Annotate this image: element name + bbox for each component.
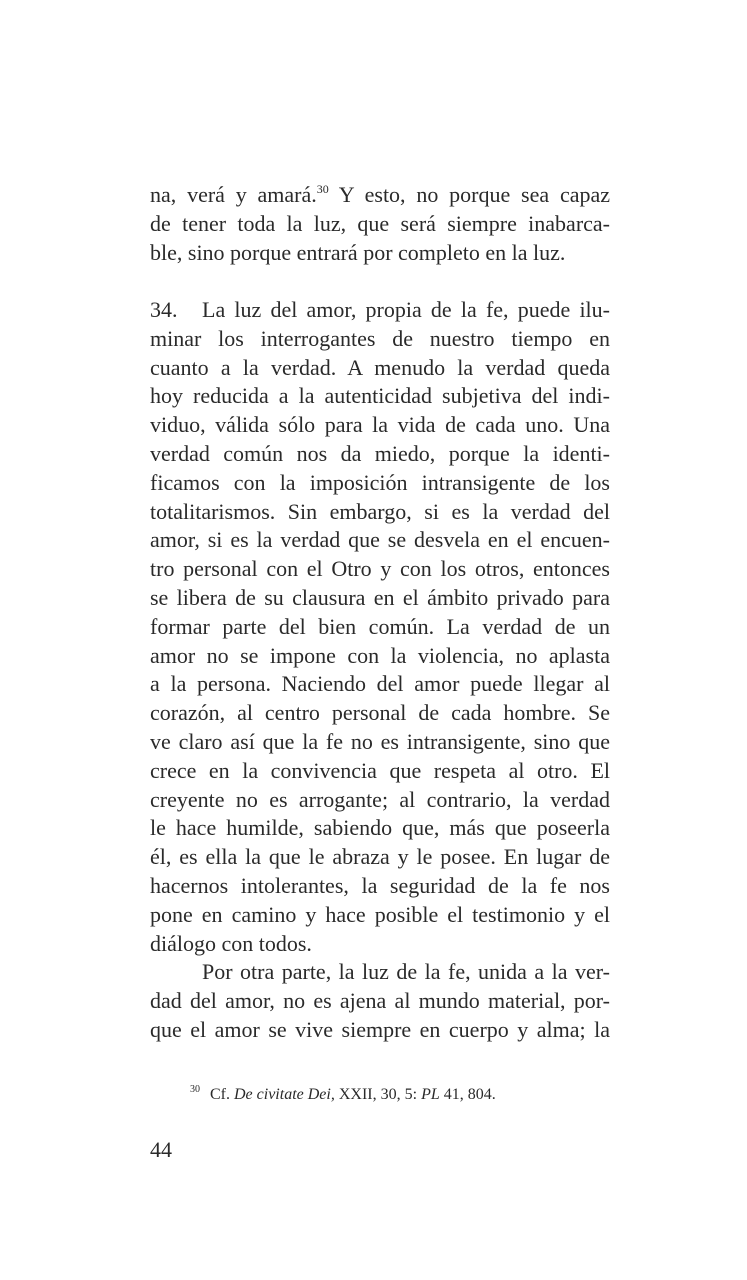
text-line: crece en la convivencia que respeta al otro. El [150,757,610,783]
text-line: totalitarismos. Sin embargo, si es la verdad del [150,498,610,524]
continuation-paragraph [150,181,610,267]
text-line: formar parte del bien común. La verdad de un [150,613,610,639]
text-line: ble, sino porque entrará por completo en la luz. [150,239,566,265]
text-line: tro personal con el Otro y con los otros, entonces [150,556,610,582]
text-line: ve claro así que la fe no es intransigente, sino que [150,728,610,754]
text-line: pone en camino y hace posible el testimonio y el [150,901,610,927]
text-line: verdad común nos da miedo, porque la identi- [150,440,610,466]
text-line: hacernos intolerantes, la seguridad de la fe nos [150,872,610,898]
footnote-mark: 30 [190,1084,200,1095]
text-line: amor no se impone con la violencia, no aplasta [150,642,610,668]
text-line: él, es ella la que le abraza y le posee. En lugar de [150,844,610,870]
text-line: minar los interrogantes de nuestro tiempo en [150,325,610,351]
paragraph-number: 34. [150,297,178,322]
text-line: creyente no es arrogante; al contrario, la verdad [150,786,610,812]
footnote [190,1085,496,1105]
footnote-prefix: Cf. [210,1086,234,1103]
page-number: 44 [150,1137,172,1162]
text-line: cuanto a la verdad. A menudo la verdad queda [150,354,610,380]
text-line: diálogo con todos. [150,930,312,956]
text-line: Por otra parte, la luz de la fe, unida a la ver- [202,959,610,985]
footnote-reference-text: XXII, 30, 5: [334,1086,422,1103]
text-line: ficamos con la imposición intransigente de los [150,469,610,495]
text-line: amor, si es la verdad que se desvela en el encuen- [150,527,610,553]
footnote-title: De civitate Dei, [234,1086,335,1103]
text-line: dad del amor, no es ajena al mundo material, por- [150,988,610,1014]
text-line: que el amor se vive siempre en cuerpo y alma; la [150,1016,610,1042]
text-line: se libera de su clausura en el ámbito privado para [150,584,610,610]
footnote-source: PL [421,1086,440,1103]
text-line: de tener toda la luz, que será siempre inabarca- [150,210,610,236]
text-line: viduo, válida sólo para la vida de cada uno. Una [150,412,610,438]
text-line: corazón, al centro personal de cada hombre. Se [150,700,610,726]
text-line: na, verá y amará.$^{30}$ Y esto, no porque sea capaz [150,182,611,207]
text-line: 34. La luz del amor, propia de la fe, puede ilu- [150,296,610,325]
text-line: hoy reducida a la autenticidad subjetiva del indi- [150,383,610,409]
text-line: a la persona. Naciendo del amor puede llegar al [150,671,610,697]
footnote-suffix: 41, 804. [439,1086,496,1103]
paragraph-34 [150,296,610,1045]
footnote-reference: 30 [316,182,329,196]
text-line: le hace humilde, sabiendo que, más que poseerla [150,815,610,841]
